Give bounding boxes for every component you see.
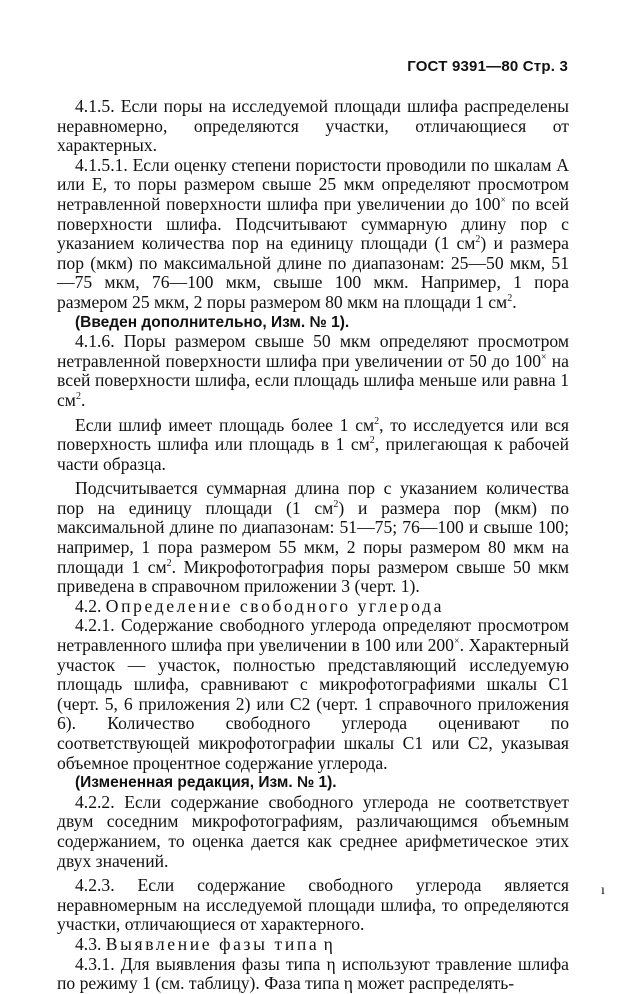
paragraph-4-1-5: 4.1.5. Если поры на исследуемой площади шлифа распределены неравномерно, определяются участки, отличающиеся от характерных. [57,96,569,156]
paragraph-4-1-5-1 [57,156,569,313]
text-run: . Микрофотография поры размером свыше 50 мкм приведена в справочном приложении 3 (черт. 1). [57,556,569,597]
page-body [57,97,569,994]
section-heading-4-2 [57,597,569,617]
superscript-2: 2 [75,391,81,403]
section-heading-4-3 [57,935,569,955]
text-run: ) и размера пор (мкм) по максимальной длине по диапазонам: 25—50 мкм, 51—75 мкм, 76—100 мкм, свыше 100 мкм. Например, 1 пора размером 25 мкм, 2 поры размером 80 мкм на площади 1 см [57,233,569,312]
paragraph-pore-count [57,479,569,597]
section-title: Определение свободного углерода [105,595,445,616]
superscript-2: 2 [475,234,481,246]
paragraph-4-2-3: 4.2.3. Если содержание свободного углерода является неравномерным на исследуемой площади шлифа, то определяются участки, отличающиеся от характерного. [57,875,569,935]
section-number: 4.3. [75,933,102,954]
superscript-2: 2 [507,293,513,305]
section-title: Выявление фазы типа [105,933,320,954]
text-run: Подсчитывается суммарная длина пор с указанием количества пор на единицу площади (1 см [57,478,569,518]
paragraph-4-3-1: 4.3.1. Для выявления фазы типа η используют травление шлифа по режиму 1 (см. таблицу). Фаза типа η может распределять- [57,953,569,994]
eta-symbol: η [323,933,333,954]
paragraph-4-2-1 [57,616,569,773]
text-run: . Характерный участок — участок, полностью представляющий исследуемую площадь шлифа, сравнивают с микрофотографиями шкалы С1 (черт. 5, 6 приложения 2) или С2 (черт. 1 справочного приложения 6). Количество свободного углерода оценивают по соответствующей микрофотографии шкалы С1 или С2, указывая объемное процентное содержание углерода. [57,635,570,773]
superscript-2: 2 [374,415,380,427]
superscript-2: 2 [166,557,172,569]
amendment-note-1: (Введен дополнительно, Изм. № 1). [75,313,350,331]
superscript-2: 2 [333,499,339,511]
text-run: по всей поверхности шлифа. Подсчитывают суммарную длину пор с указанием количества пор на единицу площади (1 см [57,193,570,254]
text-run: 4.1.6. Поры размером свыше 50 мкм определяют просмотром нетравленной поверхности шлифа при увеличении от 50 до 100 [57,331,569,371]
paragraph-large-section [57,416,569,475]
text-run: . [512,291,517,312]
text-run: . [80,389,86,410]
text-run: Если шлиф имеет площадь более 1 см [75,414,375,435]
superscript-2: 2 [369,435,375,447]
times-symbol: × [453,636,460,648]
times-symbol: × [541,351,547,363]
paragraph-4-1-6 [57,332,569,410]
text-run: ) и размера пор (мкм) по максимальной длине по диапазонам: 51—75; 76—100 и свыше 100; например, 1 пора размером 55 мкм, 2 поры размером 80 мкм на площади 1 см [57,497,569,577]
section-number: 4.2. [75,595,102,616]
text-run: на всей поверхности шлифа, если площадь шлифа меньше или равна 1 см [57,350,569,410]
text-run: 4.1.5.1. Если оценку степени пористости проводили по шкалам А или Е, то поры размером свыше 25 мкм определяют просмотром нетравленной поверхности шлифа при увеличении до 100 [57,154,569,214]
text-run: 4.2.1. Содержание свободного углерода определяют просмотром нетравленного шлифа при увеличении в 100 или 200 [57,615,569,656]
paragraph-4-2-2: 4.2.2. Если содержание свободного углерода не соответствует двум соседним микрофотографиям, различающимся объемным содержанием, то оценка дается как среднее арифметическое этих двух значений. [57,791,569,871]
times-symbol: × [500,195,507,207]
text-run: , прилегающая к рабочей части образца. [57,434,569,474]
running-head: ГОСТ 9391—80 Стр. 3 [407,58,568,75]
amendment-note-2: (Измененная редакция, Изм. № 1). [75,774,337,792]
text-run: , то исследуется или вся поверхность шлифа или площадь в 1 см [57,414,569,455]
scan-edge-mark: ı [601,883,605,898]
